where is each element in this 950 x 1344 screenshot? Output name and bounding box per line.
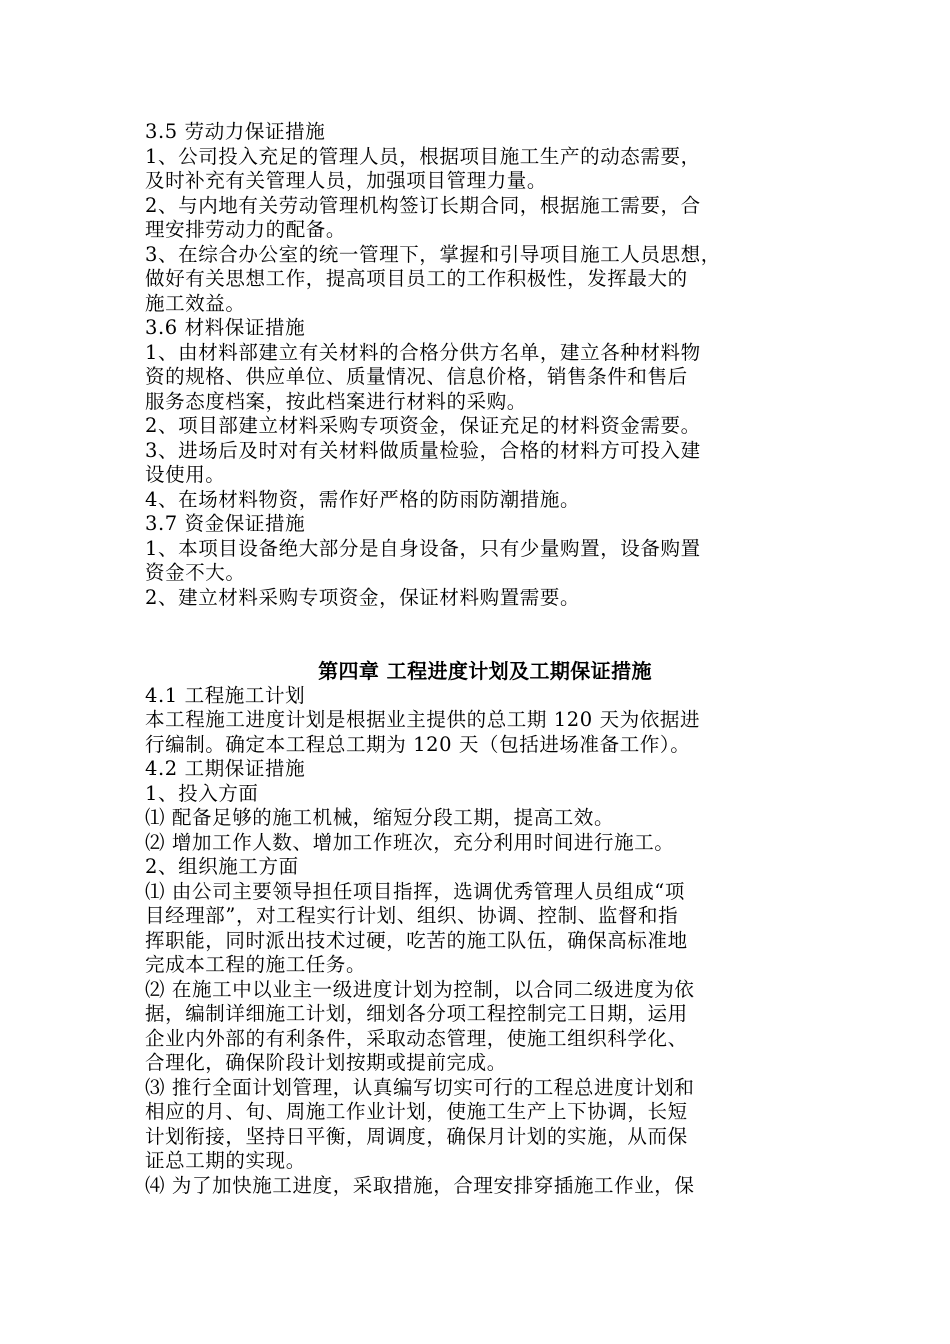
spacer bbox=[145, 610, 825, 659]
section-heading-3-6: 3.6 材料保证措施 bbox=[145, 316, 306, 339]
paragraph-line: 完成本工程的施工任务。 bbox=[145, 953, 367, 976]
paragraph-line: 目经理部”，对工程实行计划、组织、协调、控制、监督和指 bbox=[145, 904, 679, 927]
document-page bbox=[145, 120, 825, 1198]
paragraph-line: 2、项目部建立材料采购专项资金，保证充足的材料资金需要。 bbox=[145, 414, 701, 437]
paragraph-line: 计划衔接，坚持日平衡，周调度，确保月计划的实施，从而保 bbox=[145, 1124, 688, 1148]
paragraph-line: ⑵ 增加工作人数、增加工作班次，充分利用时间进行施工。 bbox=[145, 830, 675, 854]
chapter-title: 第四章 工程进度计划及工期保证措施 bbox=[318, 659, 652, 683]
paragraph-line: ⑵ 在施工中以业主一级进度计划为控制，以合同二级进度为依 bbox=[145, 977, 695, 1001]
section-heading-3-5: 3.5 劳动力保证措施 bbox=[145, 120, 326, 143]
paragraph-line: 企业内外部的有利条件，采取动态管理，使施工组织科学化、 bbox=[145, 1026, 688, 1050]
paragraph-line: ⑶ 推行全面计划管理，认真编写切实可行的工程总进度计划和 bbox=[145, 1075, 695, 1099]
paragraph-line: 挥职能，同时派出技术过硬，吃苦的施工队伍，确保高标准地 bbox=[145, 928, 688, 952]
paragraph-line: 设使用。 bbox=[145, 463, 226, 486]
paragraph-line: ⑴ 由公司主要领导担任项目指挥，选调优秀管理人员组成“项 bbox=[145, 879, 685, 903]
paragraph-line: 服务态度档案，按此档案进行材料的采购。 bbox=[145, 389, 527, 413]
paragraph-line: 资金不大。 bbox=[145, 561, 246, 584]
paragraph-line: 2、与内地有关劳动管理机构签订长期合同，根据施工需要，合 bbox=[145, 193, 701, 217]
paragraph-line: 1、投入方面 bbox=[145, 781, 259, 805]
paragraph-line: 合理化，确保阶段计划按期或提前完成。 bbox=[145, 1051, 507, 1074]
paragraph-line: 1、本项目设备绝大部分是自身设备，只有少量购置，设备购置 bbox=[145, 536, 701, 560]
paragraph-line: 2、建立材料采购专项资金，保证材料购置需要。 bbox=[145, 585, 581, 609]
section-heading-4-2: 4.2 工期保证措施 bbox=[145, 757, 306, 780]
paragraph-line: 4、在场材料物资，需作好严格的防雨防潮措施。 bbox=[145, 487, 581, 511]
paragraph-line: 2、组织施工方面 bbox=[145, 855, 299, 878]
paragraph-line: 做好有关思想工作，提高项目员工的工作积极性，发挥最大的 bbox=[145, 267, 688, 290]
paragraph-line: 行编制。确定本工程总工期为 120 天（包括进场准备工作）。 bbox=[145, 732, 691, 756]
paragraph-line: 1、公司投入充足的管理人员，根据项目施工生产的动态需要， bbox=[145, 144, 701, 168]
paragraph-line: 及时补充有关管理人员，加强项目管理力量。 bbox=[145, 169, 548, 192]
paragraph-line: ⑷ 为了加快施工进度，采取措施，合理安排穿插施工作业，保 bbox=[145, 1173, 695, 1197]
section-heading-4-1: 4.1 工程施工计划 bbox=[145, 683, 306, 707]
paragraph-line: 施工效益。 bbox=[145, 291, 246, 315]
paragraph-line: 资的规格、供应单位、质量情况、信息价格，销售条件和售后 bbox=[145, 365, 688, 388]
paragraph-line: 本工程施工进度计划是根据业主提供的总工期 120 天为依据进 bbox=[145, 708, 701, 731]
paragraph-line: 理安排劳动力的配备。 bbox=[145, 218, 347, 241]
paragraph-line: 3、在综合办公室的统一管理下，掌握和引导项目施工人员思想， bbox=[145, 242, 721, 266]
section-heading-3-7: 3.7 资金保证措施 bbox=[145, 512, 306, 535]
paragraph-line: 相应的月、旬、周施工作业计划，使施工生产上下协调，长短 bbox=[145, 1100, 688, 1123]
paragraph-line: 3、进场后及时对有关材料做质量检验，合格的材料方可投入建 bbox=[145, 438, 701, 462]
paragraph-line: 1、由材料部建立有关材料的合格分供方名单，建立各种材料物 bbox=[145, 340, 701, 364]
paragraph-line: 据，编制详细施工计划，细划各分项工程控制完工日期，运用 bbox=[145, 1002, 688, 1025]
paragraph-line: ⑴ 配备足够的施工机械，缩短分段工期，提高工效。 bbox=[145, 806, 615, 829]
paragraph-line: 证总工期的实现。 bbox=[145, 1149, 306, 1172]
